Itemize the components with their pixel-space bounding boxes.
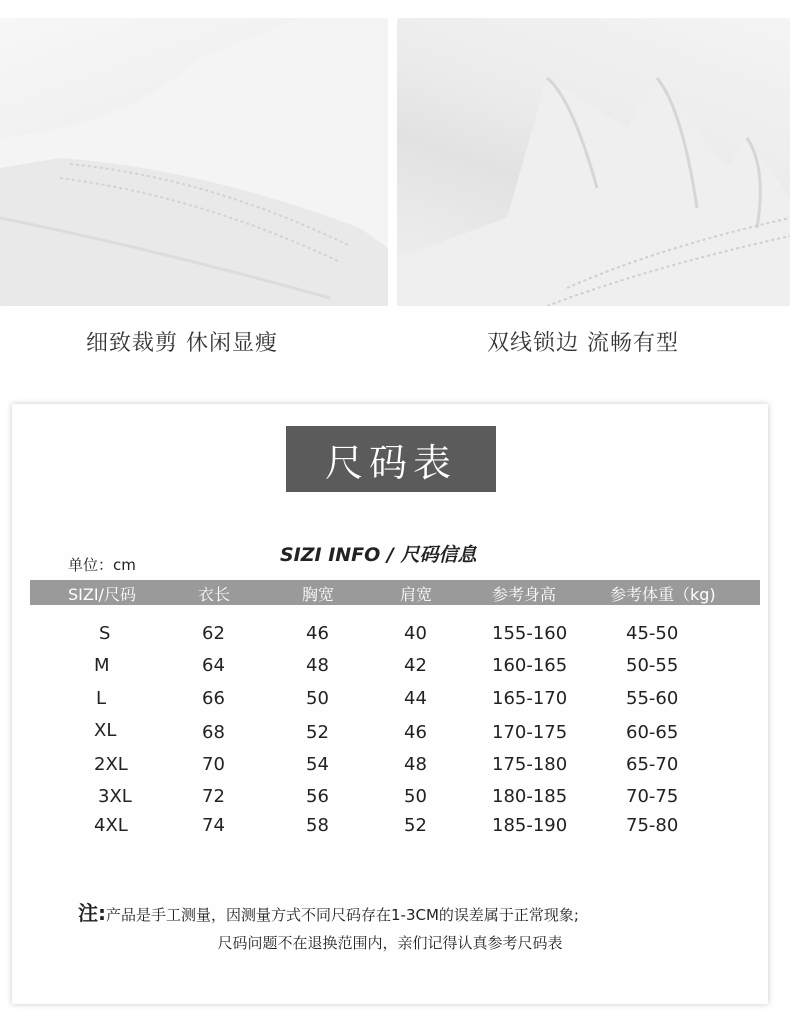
cell-shoulder: 50 — [404, 786, 427, 807]
cell-length: 62 — [202, 623, 225, 644]
fabric-hem-photo — [0, 18, 388, 306]
cell-height: 170-175 — [492, 722, 568, 743]
cell-length: 72 — [202, 786, 225, 807]
header-chest: 胸宽 — [302, 585, 335, 604]
note-line-2: 尺码问题不在退换范围内，亲们记得认真参考尺码表 — [217, 934, 563, 952]
cell-chest: 54 — [306, 754, 329, 775]
size-chart-title: 尺码表 — [286, 426, 496, 492]
cell-chest: 50 — [306, 688, 329, 709]
cell-chest: 46 — [306, 623, 329, 644]
note-text-1: 产品是手工测量，因测量方式不同尺码存在1-3CM的误差属于正常现象; — [106, 906, 579, 924]
size-chart-panel — [12, 404, 768, 1004]
cell-size: S — [99, 623, 111, 644]
cell-height: 160-165 — [492, 655, 568, 676]
cell-size: XL — [94, 720, 117, 741]
cell-height: 185-190 — [492, 815, 568, 836]
cell-height: 180-185 — [492, 786, 568, 807]
fabric-fold-photo — [397, 18, 790, 306]
cell-chest: 48 — [306, 655, 329, 676]
cell-weight: 65-70 — [626, 754, 679, 775]
cell-weight: 55-60 — [626, 688, 679, 709]
cell-size: L — [96, 688, 107, 709]
cell-size: 3XL — [98, 786, 132, 807]
caption-right: 双线锁边 流畅有型 — [487, 331, 679, 356]
cell-length: 70 — [202, 754, 225, 775]
cell-weight: 45-50 — [626, 623, 679, 644]
cell-size: M — [94, 655, 110, 676]
caption-left: 细致裁剪 休闲显瘦 — [86, 331, 278, 356]
cell-shoulder: 48 — [404, 754, 427, 775]
cell-weight: 75-80 — [626, 815, 679, 836]
cell-weight: 50-55 — [626, 655, 679, 676]
header-size: SIZI/尺码 — [68, 585, 136, 604]
header-height: 参考身高 — [492, 585, 557, 604]
cell-shoulder: 46 — [404, 722, 427, 743]
note-mark: 注: — [78, 901, 106, 925]
cell-shoulder: 52 — [404, 815, 427, 836]
cell-height: 165-170 — [492, 688, 568, 709]
cell-shoulder: 40 — [404, 623, 427, 644]
cell-length: 74 — [202, 815, 225, 836]
cell-weight: 60-65 — [626, 722, 679, 743]
table-header — [30, 580, 760, 605]
header-weight: 参考体重（kg) — [610, 585, 716, 604]
header-shoulder: 肩宽 — [400, 585, 433, 604]
cell-length: 66 — [202, 688, 225, 709]
cell-shoulder: 42 — [404, 655, 427, 676]
cell-height: 155-160 — [492, 623, 568, 644]
cell-shoulder: 44 — [404, 688, 427, 709]
size-chart-subtitle: SIZI INFO / 尺码信息 — [280, 544, 477, 566]
cell-weight: 70-75 — [626, 786, 679, 807]
cell-chest: 52 — [306, 722, 329, 743]
header-length: 衣长 — [198, 585, 231, 604]
cell-height: 175-180 — [492, 754, 568, 775]
cell-chest: 58 — [306, 815, 329, 836]
cell-length: 64 — [202, 655, 225, 676]
cell-chest: 56 — [306, 786, 329, 807]
note-line-1 — [78, 897, 579, 926]
cell-size: 2XL — [94, 754, 128, 775]
unit-label: 单位：cm — [68, 556, 136, 574]
cell-size: 4XL — [94, 815, 128, 836]
cell-length: 68 — [202, 722, 225, 743]
